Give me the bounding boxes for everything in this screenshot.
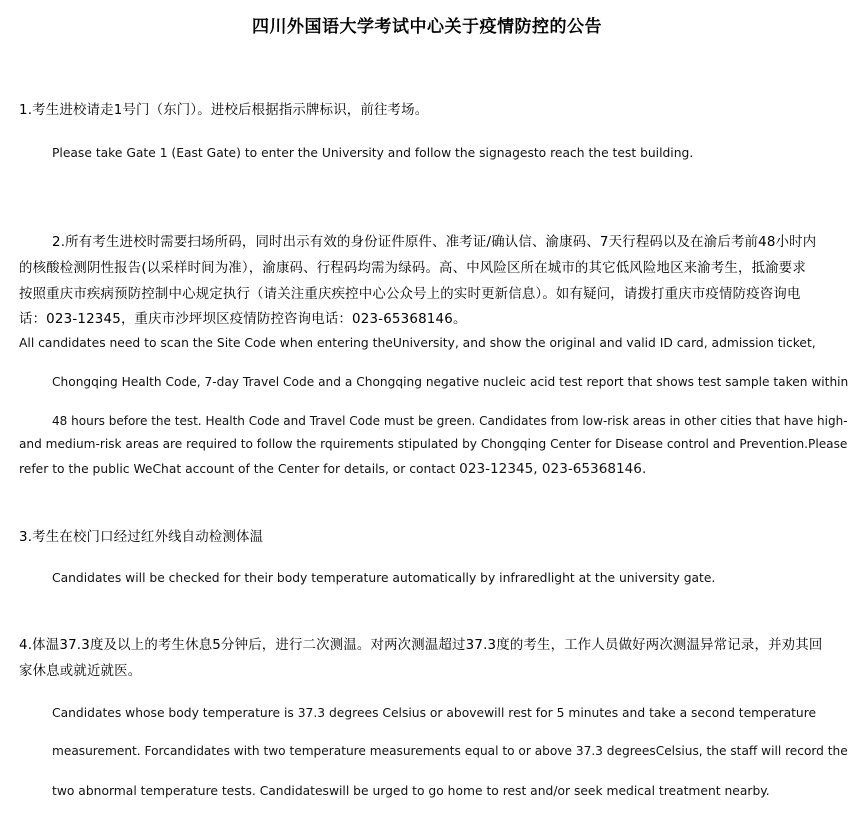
section-2-en-line-4: and medium-risk areas are required to follow the rquirements stipulated by Chongqing Center for Disease control and Prevention.Please xyxy=(19,437,848,451)
section-4-en-line-3: two abnormal temperature tests. Candidateswill be urged to go home to rest and/or seek medical treatment nearby. xyxy=(52,784,770,798)
section-2-en-line-2: Chongqing Health Code, 7-day Travel Code and a Chongqing negative nucleic acid test report that shows test sample taken within xyxy=(52,375,849,389)
page-title: 四川外国语大学考试中心关于疫情防控的公告 xyxy=(252,17,602,37)
section-4-zh-line-2: 家休息或就近就医。 xyxy=(19,664,142,679)
section-3-en: Candidates will be checked for their body temperature automatically by infraredlight at the university gate. xyxy=(52,571,716,585)
section-1-en: Please take Gate 1 (East Gate) to enter the University and follow the signagesto reach the test building. xyxy=(52,146,694,160)
section-2-zh-line-3: 按照重庆市疾病预防控制中心规定执行（请关注重庆疾控中心公众号上的实时更新信息）。如有疑问，请拨打重庆市疫情防疫咨询电 xyxy=(19,287,801,302)
section-2-en-line-5-text: refer to the public WeChat account of the Center for details, or contact xyxy=(19,462,460,476)
section-4-en-line-1: Candidates whose body temperature is 37.3 degrees Celsius or abovewill rest for 5 minutes and take a second temperature xyxy=(52,706,817,720)
contact-phone-numbers: 023-12345, 023-65368146. xyxy=(459,461,647,477)
section-4-zh-line-1: 4.体温37.3度及以上的考生休息5分钟后，进行二次测温。对两次测温超过37.3度的考生，工作人员做好两次测温异常记录，并劝其回 xyxy=(19,638,823,653)
section-4-en-line-2: measurement. Forcandidates with two temperature measurements equal to or above 37.3 degreesCelsius, the staff will record the xyxy=(52,744,848,758)
section-3-zh: 3.考生在校门口经过红外线自动检测体温 xyxy=(19,530,264,545)
section-2-en-line-1: All candidates need to scan the Site Code when entering theUniversity, and show the original and valid ID card, admission ticket, xyxy=(19,336,816,350)
section-2-zh-line-2: 的核酸检测阴性报告(以采样时间为准），渝康码、行程码均需为绿码。高、中风险区所在城市的其它低风险地区来渝考生，抵渝要求 xyxy=(19,261,806,276)
section-2-en-line-5 xyxy=(19,458,646,480)
section-2-en-line-3: 48 hours before the test. Health Code and Travel Code must be green. Candidates from low-risk areas in other cities that have high- xyxy=(52,414,848,428)
section-1-zh: 1.考生进校请走1号门（东门）。进校后根据指示牌标识，前往考场。 xyxy=(19,103,429,118)
section-2-zh-line-1: 2.所有考生进校时需要扫场所码，同时出示有效的身份证件原件、准考证/确认信、渝康码、7天行程码以及在渝后考前48小时内 xyxy=(52,235,817,250)
section-2-zh-line-4: 话：023-12345，重庆市沙坪坝区疫情防控咨询电话：023-65368146。 xyxy=(19,312,467,327)
